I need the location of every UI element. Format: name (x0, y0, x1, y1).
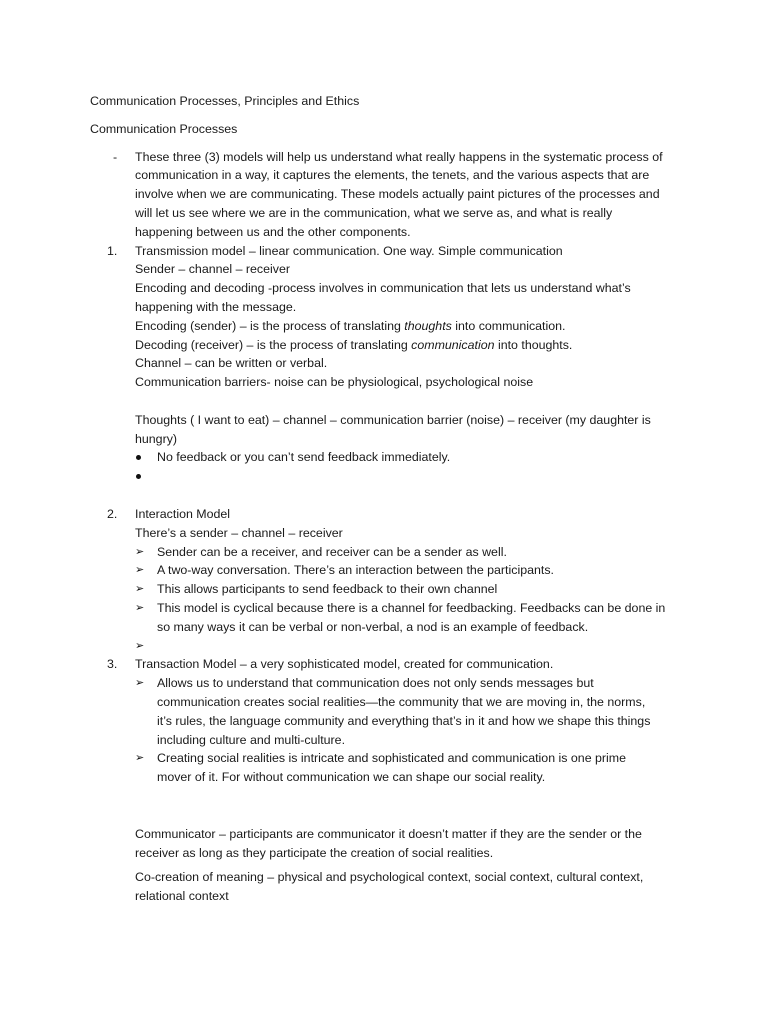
encoding-emphasis: thoughts (404, 318, 452, 333)
arrow-text: Creating social realities is intricate and sophisticated and communication is one prime (157, 751, 627, 766)
intro-line: These three (3) models will help us understand what really happens in the systematic process of (135, 149, 663, 164)
arrow-text: Allows us to understand that communication does not only sends messages but (157, 676, 594, 691)
interaction-model-item (90, 505, 690, 655)
arrow-bullet-icon: ➢ (135, 601, 145, 614)
arrow-item (135, 599, 690, 637)
intro-line: communication in a way, it captures the elements, the tenets, and the various aspects that are (135, 168, 650, 183)
bullet-item (135, 467, 690, 486)
document-title: Communication Processes, Principles and Ethics (90, 94, 360, 108)
arrow-item (135, 561, 690, 580)
spacer (90, 787, 690, 825)
arrow-text: it’s rules, the language community and everything that’s in it and how we shape this things (157, 713, 651, 728)
document-page (90, 92, 690, 906)
arrow-bullet-icon: ➢ (135, 545, 145, 558)
arrow-item (135, 637, 690, 656)
decoding-emphasis: communication (411, 337, 495, 352)
bullet-item (135, 448, 690, 467)
bullet-icon (136, 474, 141, 479)
arrow-text (157, 637, 690, 656)
arrow-list (135, 543, 690, 656)
intro-line: involve when we are communicating. These models actually paint pictures of the processes and (135, 187, 660, 202)
dash-marker: - (113, 149, 118, 164)
encoding-text: Encoding (sender) – is the process of translating (135, 318, 405, 333)
model-line: Interaction Model (135, 506, 231, 521)
arrow-text: This model is cyclical because there is a channel for feedbacking. Feedbacks can be done in (157, 600, 666, 615)
intro-line: will let us see where we are in the communication, what we serve as, and what is really (135, 205, 613, 220)
list-number: 1. (107, 243, 118, 258)
model-line: Sender – channel – receiver (135, 262, 290, 277)
arrow-text: mover of it. For without communication we can shape our social reality. (157, 770, 546, 785)
arrow-text: Sender can be a receiver, and receiver can be a sender as well. (157, 544, 507, 559)
arrow-list (135, 674, 690, 787)
decoding-definition (135, 336, 690, 355)
spacer (90, 486, 690, 505)
model-line: Encoding and decoding -process involves in communication that lets us understand what’s (135, 281, 631, 296)
intro-item (90, 148, 690, 242)
model-line: happening with the message. (135, 299, 297, 314)
communicator-paragraph (90, 825, 690, 863)
bullet-icon (136, 455, 141, 460)
paragraph-line: receiver as long as they participate the creation of social realities. (135, 845, 494, 860)
arrow-text: A two-way conversation. There’s an interaction between the participants. (157, 563, 554, 578)
bullet-list (135, 448, 690, 486)
arrow-text: including culture and multi-culture. (157, 732, 346, 747)
arrow-text: This allows participants to send feedback to their own channel (157, 582, 498, 597)
bullet-text (157, 467, 690, 486)
transmission-model-item (90, 242, 690, 486)
intro-line: happening between us and the other components. (135, 224, 411, 239)
model-line: Communication barriers- noise can be physiological, psychological noise (135, 375, 534, 390)
arrow-item (135, 580, 690, 599)
model-line: Channel – can be written or verbal. (135, 356, 328, 371)
encoding-text-end: into communication. (451, 318, 566, 333)
arrow-bullet-icon: ➢ (135, 639, 145, 652)
model-line: Transmission model – linear communication. One way. Simple communication (135, 243, 563, 258)
arrow-item (135, 749, 690, 787)
arrow-item (135, 543, 690, 562)
bullet-text: No feedback or you can’t send feedback immediately. (157, 450, 451, 465)
cocreation-paragraph (90, 868, 690, 906)
arrow-item (135, 674, 690, 749)
blank-line (135, 392, 690, 411)
paragraph-line: relational context (135, 889, 229, 904)
example-line: Thoughts ( I want to eat) – channel – communication barrier (noise) – receiver (my daughter is (135, 412, 651, 427)
section-heading: Communication Processes (90, 121, 238, 136)
decoding-text: Decoding (receiver) – is the process of translating (135, 337, 412, 352)
arrow-bullet-icon: ➢ (135, 583, 145, 596)
paragraph-line: Communicator – participants are communicator it doesn’t matter if they are the sender or the (135, 826, 642, 841)
arrow-text: communication creates social realities—the community that we are moving in, the norms, (157, 694, 646, 709)
decoding-text-end: into thoughts. (494, 337, 573, 352)
example-line: hungry) (135, 431, 178, 446)
arrow-text: so many ways it can be verbal or non-verbal, a nod is an example of feedback. (157, 619, 589, 634)
arrow-bullet-icon: ➢ (135, 564, 145, 577)
list-number: 2. (107, 506, 118, 521)
encoding-definition (135, 317, 690, 336)
paragraph-line: Co-creation of meaning – physical and psychological context, social context, cultural context, (135, 870, 644, 885)
list-number: 3. (107, 657, 118, 672)
arrow-bullet-icon: ➢ (135, 752, 145, 765)
model-line: Transaction Model – a very sophisticated model, created for communication. (135, 657, 554, 672)
arrow-bullet-icon: ➢ (135, 677, 145, 690)
model-line: There’s a sender – channel – receiver (135, 525, 343, 540)
transaction-model-item (90, 655, 690, 787)
